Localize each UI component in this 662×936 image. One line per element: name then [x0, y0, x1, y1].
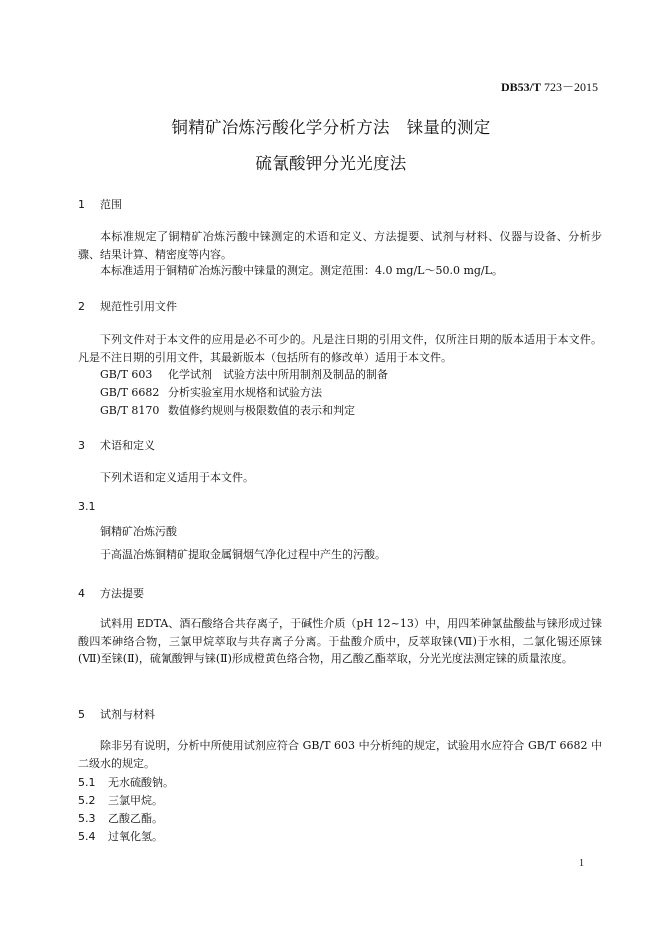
document-subtitle: 硫氰酸钾分光光度法 [255, 154, 407, 173]
reagent-item [78, 774, 174, 790]
reagent-number: 5.4 [78, 830, 96, 843]
term-definition: 于高温冶炼铜精矿提取金属铜烟气净化过程中产生的污酸。 [100, 548, 386, 561]
standard-code-number: 723－2015 [540, 80, 598, 94]
section-heading-normative-references [78, 298, 177, 314]
reference-code: GB/T 8170 [100, 404, 160, 417]
section-number: 4 [78, 587, 85, 600]
paragraph: 除非另有说明，分析中所使用试剂应符合 GB/T 603 中分析纯的规定，试验用水应符合 GB/T 6682 中二级水的规定。 [78, 739, 602, 770]
reagent-name: 无水硫酸钠。 [108, 776, 174, 789]
section-number: 5 [78, 708, 85, 721]
reference-title: 数值修约规则与极限数值的表示和判定 [168, 404, 355, 417]
page-number: 1 [579, 858, 584, 869]
section-heading-scope [78, 196, 122, 212]
reference-title: 分析实验室用水规格和试验方法 [168, 386, 322, 399]
reference-item [100, 366, 388, 382]
standard-code [501, 78, 598, 95]
reagent-number: 5.3 [78, 812, 96, 825]
section-heading-terms-definitions [78, 437, 155, 453]
reagent-item [78, 828, 163, 844]
reference-item [100, 402, 355, 418]
standard-code-prefix: DB53/T [500, 80, 541, 94]
section-number: 1 [78, 198, 85, 211]
reference-code: GB/T 6682 [100, 386, 160, 399]
paragraph: 下列文件对于本文件的应用是必不可少的。凡是注日期的引用文件，仅所注日期的版本适用于本文件。凡是不注日期的引用文件，其最新版本（包括所有的修改单）适用于本文件。 [78, 333, 602, 364]
reference-title: 化学试剂 试验方法中所用制剂及制品的制备 [168, 368, 388, 381]
paragraph: 试料用 EDTA、酒石酸络合共存离子，于碱性介质（pH 12~13）中，用四苯砷氯盐酸盐与铼形成过铼酸四苯砷络合物，三氯甲烷萃取与共存离子分离。于盐酸介质中，反萃取铼(Ⅶ)于水相，二氯化锡还原铼(Ⅶ)至铼(Ⅱ)，硫氰酸钾与铼(Ⅱ)形成橙黄色络合物，用乙酸乙酯萃取，分光光度法测定铼的质量浓度。 [78, 617, 602, 665]
section-title: 方法提要 [100, 587, 144, 600]
section-title: 规范性引用文件 [100, 300, 177, 313]
section-title: 范围 [100, 198, 122, 211]
section-title: 术语和定义 [100, 439, 155, 452]
reagent-number: 5.2 [78, 794, 96, 807]
paragraph: 下列术语和定义适用于本文件。 [100, 471, 254, 484]
document-title: 铜精矿冶炼污酸化学分析方法 铼量的测定 [171, 118, 491, 137]
reagent-item [78, 810, 163, 826]
section-heading-method-principle [78, 585, 144, 601]
paragraph: 本标准规定了铜精矿冶炼污酸中铼测定的术语和定义、方法提要、试剂与材料、仪器与设备、分析步骤、结果计算、精密度等内容。 [78, 230, 602, 261]
section-number: 2 [78, 300, 85, 313]
reference-code: GB/T 603 [100, 368, 153, 381]
reagent-item [78, 792, 163, 808]
reference-item [100, 384, 322, 400]
section-title: 试剂与材料 [100, 708, 155, 721]
subsection-number: 3.1 [78, 500, 96, 513]
section-heading-reagents-materials [78, 706, 155, 722]
reagent-name: 乙酸乙酯。 [108, 812, 163, 825]
paragraph: 本标准适用于铜精矿冶炼污酸中铼量的测定。测定范围：4.0 mg/L～50.0 mg/L。 [100, 264, 503, 277]
reagent-name: 三氯甲烷。 [108, 794, 163, 807]
section-number: 3 [78, 439, 85, 452]
reagent-number: 5.1 [78, 776, 96, 789]
reagent-name: 过氧化氢。 [108, 830, 163, 843]
term-name: 铜精矿冶炼污酸 [100, 525, 177, 538]
